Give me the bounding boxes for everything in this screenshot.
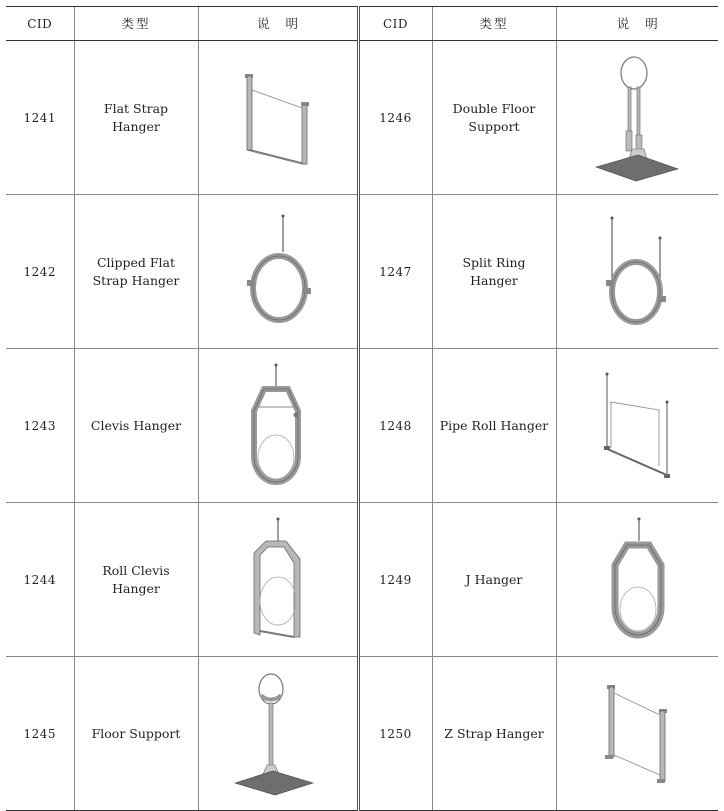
cid-cell: 1247 xyxy=(358,195,432,349)
table-row xyxy=(6,657,718,811)
illustration-cell xyxy=(556,657,718,811)
type-cell: Pipe Roll Hanger xyxy=(432,349,556,503)
type-cell: Floor Support xyxy=(74,657,198,811)
illustration-cell xyxy=(198,195,358,349)
cid-cell: 1250 xyxy=(358,657,432,811)
cid-cell: 1246 xyxy=(358,41,432,195)
illustration-cell xyxy=(556,503,718,657)
table-row xyxy=(6,503,718,657)
hanger-support-table xyxy=(6,6,718,803)
table-row xyxy=(6,41,718,195)
cid-cell: 1244 xyxy=(6,503,74,657)
illustration-cell xyxy=(198,349,358,503)
flat-strap-hanger-icon xyxy=(233,68,323,168)
cid-cell: 1245 xyxy=(6,657,74,811)
type-cell: Clipped Flat Strap Hanger xyxy=(74,195,198,349)
j-hanger-icon xyxy=(597,515,677,645)
type-cell: Clevis Hanger xyxy=(74,349,198,503)
clevis-hanger-icon xyxy=(238,361,318,491)
floor-support-icon xyxy=(233,669,323,799)
illustration-cell xyxy=(198,503,358,657)
type-cell: Roll Clevis Hanger xyxy=(74,503,198,657)
illustration-cell xyxy=(198,41,358,195)
cid-cell: 1241 xyxy=(6,41,74,195)
cid-cell: 1249 xyxy=(358,503,432,657)
z-strap-hanger-icon xyxy=(597,679,677,789)
header-desc-right: 说 明 xyxy=(556,7,718,41)
illustration-cell xyxy=(556,349,718,503)
cid-cell: 1243 xyxy=(6,349,74,503)
illustration-cell xyxy=(556,195,718,349)
clipped-flat-strap-hanger-icon xyxy=(233,212,323,332)
header-cid-left: CID xyxy=(6,7,74,41)
split-ring-hanger-icon xyxy=(592,212,682,332)
cid-cell: 1242 xyxy=(6,195,74,349)
type-cell: Split Ring Hanger xyxy=(432,195,556,349)
type-cell: Double Floor Support xyxy=(432,41,556,195)
double-floor-support-icon xyxy=(592,53,682,183)
cid-cell: 1248 xyxy=(358,349,432,503)
illustration-cell xyxy=(198,657,358,811)
header-desc-left: 说 明 xyxy=(198,7,358,41)
pipe-roll-hanger-icon xyxy=(597,366,677,486)
header-type-right: 类型 xyxy=(432,7,556,41)
type-cell: Z Strap Hanger xyxy=(432,657,556,811)
table-row xyxy=(6,195,718,349)
table-row xyxy=(6,349,718,503)
type-cell: Flat Strap Hanger xyxy=(74,41,198,195)
header-cid-right: CID xyxy=(358,7,432,41)
roll-clevis-hanger-icon xyxy=(238,515,318,645)
header-type-left: 类型 xyxy=(74,7,198,41)
type-cell: J Hanger xyxy=(432,503,556,657)
illustration-cell xyxy=(556,41,718,195)
